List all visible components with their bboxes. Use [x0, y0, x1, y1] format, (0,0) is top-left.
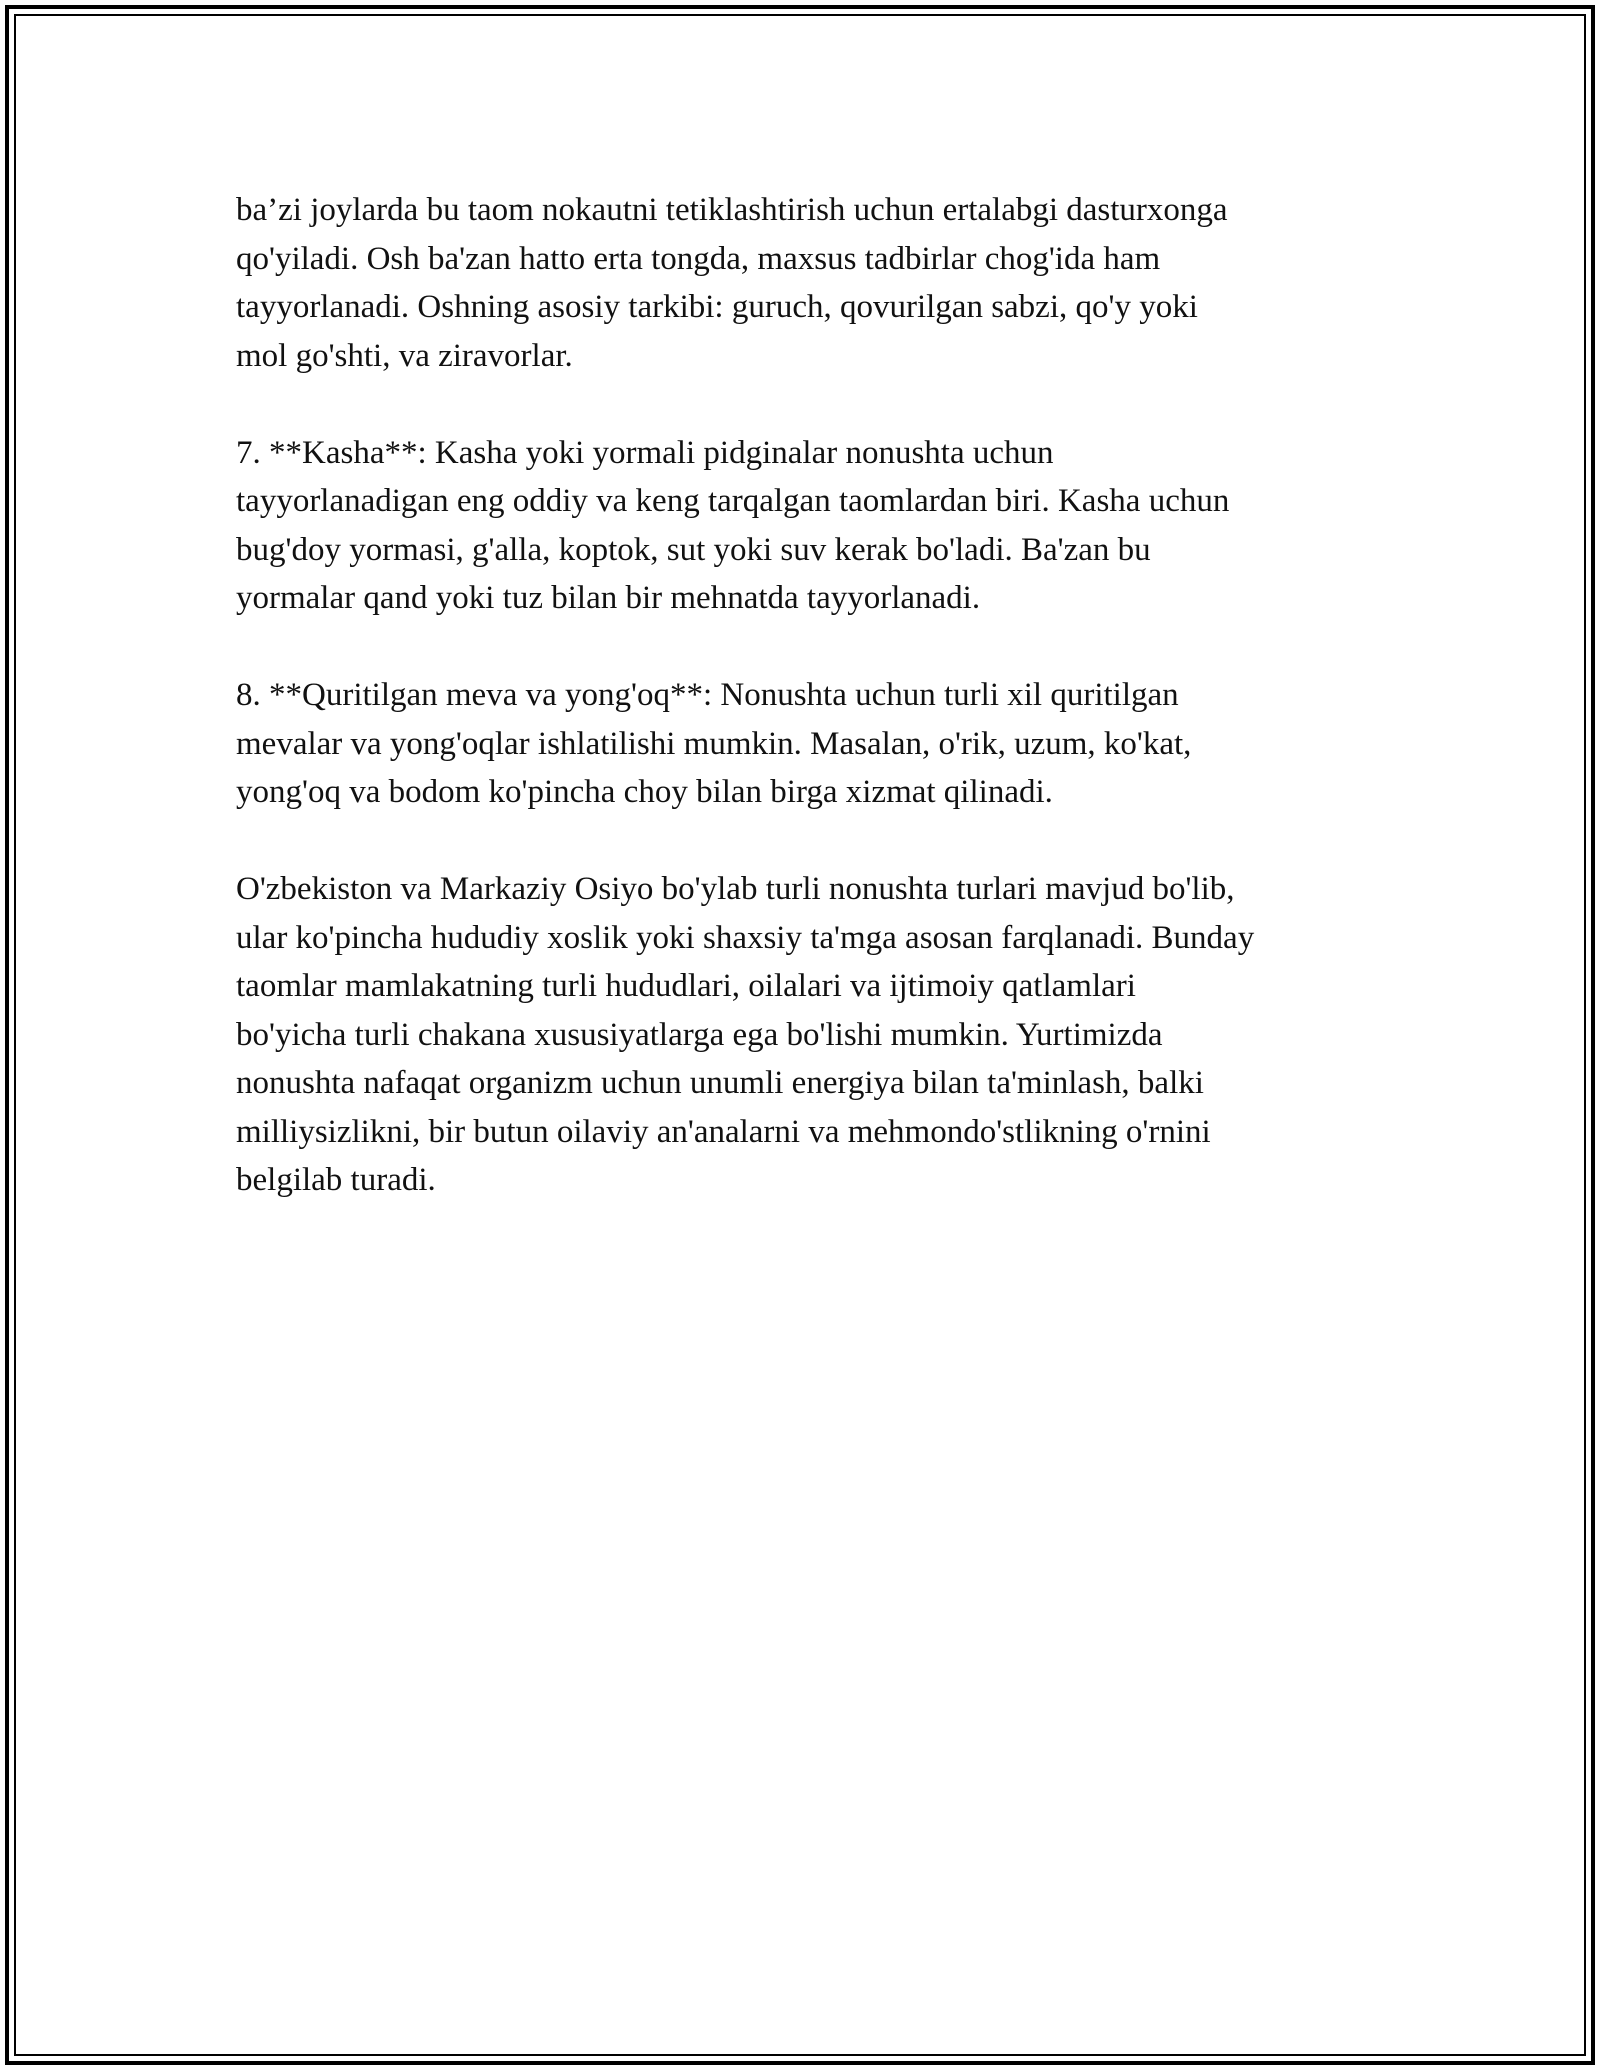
- text-line: milliysizlikni, bir butun oilaviy an'analarni va mehmondo'stlikning o'rnini: [236, 1113, 1211, 1150]
- text-line: ular ko'pincha hududiy xoslik yoki shaxsiy ta'mga asosan farqlanadi. Bunday: [236, 919, 1255, 956]
- text-line: O'zbekiston va Markaziy Osiyo bo'ylab turli nonushta turlari mavjud bo'lib,: [236, 871, 1235, 907]
- document-body: [236, 186, 1376, 1253]
- text-line: nonushta nafaqat organizm uchun unumli energiya bilan ta'minlash, balki: [236, 1065, 1204, 1101]
- text-line: 8. **Quritilgan meva va yong'oq**: Nonushta uchun turli xil quritilgan: [236, 677, 1179, 713]
- text-line: tayyorlanadigan eng oddiy va keng tarqalgan taomlardan biri. Kasha uchun: [236, 483, 1230, 519]
- text-line: 7. **Kasha**: Kasha yoki yormali pidginalar nonushta uchun: [236, 434, 1054, 471]
- text-line: mol go'shti, va ziravorlar.: [236, 337, 573, 374]
- paragraph-item-8-dried-fruit: [236, 671, 1376, 817]
- paragraph-item-7-kasha: [236, 429, 1376, 623]
- text-line: qo'yiladi. Osh ba'zan hatto erta tongda, maxsus tadbirlar chog'ida ham: [236, 240, 1161, 277]
- text-line: yormalar qand yoki tuz bilan bir mehnatda tayyorlanadi.: [236, 580, 981, 616]
- text-line: mevalar va yong'oqlar ishlatilishi mumkin. Masalan, o'rik, uzum, ko'kat,: [236, 725, 1192, 762]
- text-line: ba’zi joylarda bu taom nokautni tetiklashtirish uchun ertalabgi dasturxonga: [236, 192, 1228, 228]
- paragraph-conclusion: [236, 865, 1376, 1205]
- text-line: yong'oq va bodom ko'pincha choy bilan birga xizmat qilinadi.: [236, 774, 1053, 810]
- text-line: tayyorlanadi. Oshning asosiy tarkibi: guruch, qovurilgan sabzi, qo'y yoki: [236, 289, 1198, 325]
- text-line: taomlar mamlakatning turli hududlari, oilalari va ijtimoiy qatlamlari: [236, 968, 1136, 1004]
- text-line: belgilab turadi.: [236, 1162, 436, 1198]
- text-line: bo'yicha turli chakana xususiyatlarga ega bo'lishi mumkin. Yurtimizda: [236, 1016, 1163, 1053]
- text-line: bug'doy yormasi, g'alla, koptok, sut yoki suv kerak bo'ladi. Ba'zan bu: [236, 531, 1151, 568]
- paragraph-osh-continuation: [236, 186, 1376, 380]
